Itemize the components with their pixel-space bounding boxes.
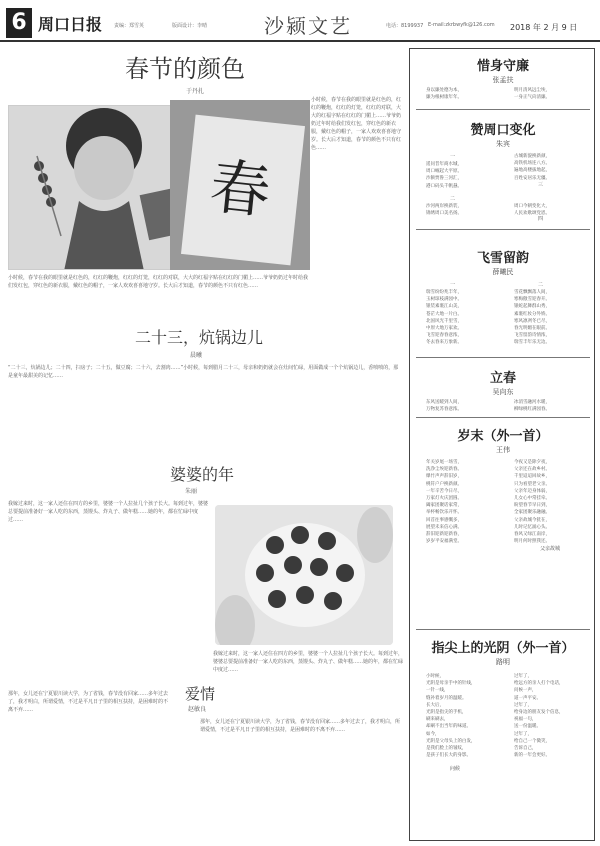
article-author-grandma: 朱丽 <box>185 488 198 495</box>
article-body-colors: 小时候，春节在我的眼里就是红色的，红红的鞭炮，红红的灯笼，红红的对联，大大的红福字贴在红红的门楣上……爷爷奶奶过年时给我们发红包，穿红色的新衣服，戴红色的帽子，一家人欢欢喜喜地守岁。长大后才知道，春节的颜色不只有红色…… <box>8 275 308 289</box>
poem-text-4-left: 东风送暖到人间， 万物复苏春意浓。 <box>426 400 462 413</box>
divider <box>416 417 590 418</box>
article-body-love: 那年，女儿还在宁夏银川读大学，为了省钱，春节没有回家……多年过去了，我才明白，所谓爱情，不过是平凡日子里的相互扶持，是困难时的不离不弃…… <box>8 691 168 713</box>
poem-section-1: 一 <box>450 154 456 160</box>
article-author-love: 赵敏良 <box>188 706 207 713</box>
poem-author-1: 张孟扶 <box>492 76 514 84</box>
article-title-twenty-three: 二十三，炕锅边儿 <box>135 328 264 347</box>
poem-author-6: 路明 <box>496 658 510 666</box>
poem-text-6-left: 小时候， 光阴是母亲手中的针线， 一针一线， 缝补着岁月的温暖。 长大后， 光阴是指尖的手机， 刷来刷去， 却刷不出当年的味道。 如今， 光阴是父母头上的白发， 是我们脸上的皱纹， 是孩子们长大的身影。 <box>426 674 476 759</box>
article-body-twenty-three: “二十三，炕锅边儿；二十四，扫房子；二十五，做豆腐；二十六，去割肉……”小时候，每到腊月二十三，母亲和奶奶就会在灶间忙碌，用面做成一个个炕锅边儿，香喷喷的，那是童年最甜美的记忆…… <box>8 365 399 379</box>
poem-section-4: 四 <box>538 216 544 222</box>
poem-title-1: 惜身守廉 <box>476 59 529 74</box>
poem-text-3-left: 瑞雪纷纷兆丰年， 玉树琼枝满园中。 银装素裹江山美， 苍茫大地一片白。 北国风光千里雪， 中原大地万家欢。 飞雪迎春春意浓， 冬去春来万象新。 <box>426 290 462 346</box>
poem-text-3-right: 雪花飘飘落人间， 寒梅傲雪迎春开。 银蛇起舞群山秀， 素裹红妆分外娇。 寒风凛冽冬已尽， 春光明媚在眼前。 飞雪留韵诗情浓， 瑞雪丰年乐无边。 <box>514 290 550 346</box>
phone: 电话：8199937 <box>386 23 424 29</box>
article-author-twenty-three: 晨曦 <box>190 352 203 359</box>
article-title-love: 爱情 <box>185 685 216 703</box>
poem-section-1: 一 <box>450 282 456 288</box>
article-body-colors-cont: 小时候，春节在我的眼里就是红色的，红红的鞭炮，红红的灯笼，红红的对联，大大的红福字贴在红红的门楣上……爷爷奶奶过年时给我们发红包，穿红色的新衣服，戴红色的帽子，一家人欢欢喜喜地守岁。长大后才知道，春节的颜色不只有红色…… <box>311 97 402 151</box>
article-title-grandma: 婆婆的年 <box>170 465 235 484</box>
article-body-love-cont: 那年，女儿还在宁夏银川读大学，为了省钱，春节没有回家……多年过去了，我才明白，所谓爱情，不过是平凡日子里的相互扶持，是困难时的不离不弃…… <box>200 719 401 733</box>
divider <box>416 229 590 230</box>
poem-section-2: 二 <box>450 196 456 202</box>
page-number: 6 <box>6 8 32 38</box>
poem-author-3: 薛曦民 <box>492 268 514 276</box>
poem-title-3: 飞雪留韵 <box>476 251 529 266</box>
poem-text-2-right-1: 古城新貌换新颜， 高铁机场连八方。 遍地高楼拔地起， 百姓安居乐无疆。 <box>514 154 550 181</box>
poem-text-4-right: 冰消雪融河水暖， 柳绿桃红满园春。 <box>514 400 550 413</box>
poetry-column <box>409 48 595 841</box>
poem-text-5-left: 年关岁尾一场雪， 洗净尘埃迎新春。 爆竹声声辞旧岁， 桃符户户换新颜。 一年辛苦今日尽， 万家灯火庆团圆。 阖家团聚话家常， 举杯畅饮乐开怀。 回首往事感慨多， 展望未来信心满。 辞旧迎新迎新春， 岁岁平安福满堂。 <box>426 460 462 545</box>
article-author-colors: 于丹扎 <box>186 88 205 95</box>
poem-title-4: 立春 <box>489 371 516 386</box>
poem-text-2-left-1: 遥问昔年商水城， 周口崛起大平原。 沙颍贾鲁三河汇， 港口码头千帆悬。 <box>426 162 462 189</box>
poem-title-5: 岁末（外一首） <box>457 429 549 444</box>
poem-subtitle-6: 问候 <box>450 766 461 772</box>
article-title-colors: 春节的颜色 <box>125 55 245 83</box>
editor: 责编：郑雪英 <box>114 23 145 29</box>
photo-steamed-dates-bun <box>215 505 393 645</box>
poem-author-5: 王伟 <box>496 446 510 454</box>
poem-text-1-right: 明月清风远尘埃， 一身正气向清廉。 <box>514 88 550 101</box>
poem-text-5-right: 今夜又是除夕夜， 父亲还在故乡村。 千里迢迢回故乡， 只为看望老父亲。 父亲年迈身体弱， 儿女心中常挂牵。 盼望春节早日到， 全家团聚乐融融。 父亲故城今犹在， 儿时记忆涌心头。 春风又绿江南岸， 明月何时照我还。 <box>514 460 550 545</box>
divider <box>416 109 590 110</box>
poem-title-6: 指尖上的光阴（外一首） <box>431 641 575 656</box>
poem-section-2: 二 <box>538 282 544 288</box>
svg-text:春: 春 <box>206 151 274 228</box>
poem-author-4: 吴向东 <box>492 388 514 396</box>
divider <box>416 629 590 630</box>
poem-section-3: 三 <box>538 182 544 188</box>
poem-text-6-right: 过年了， 给远方的亲人打个电话， 问候一声， 道一声平安。 过年了， 给身边的朋友发个信息， 祝福一句， 送一份温暖。 过年了， 给自己一个微笑， 告诉自己， 新的一年会更好。 <box>514 674 564 759</box>
poem-title-2: 赞周口变化 <box>470 123 536 138</box>
page-header <box>0 0 600 42</box>
poem-text-2-right-2: 周口今朝变化大， 人民欢歌颂党恩。 <box>514 204 550 217</box>
section-title: 沙颍文艺 <box>264 14 352 38</box>
divider <box>416 357 590 358</box>
email: E-mail:zkrbwyfk@126.com <box>428 22 495 28</box>
paper-name: 周口日报 <box>38 15 103 34</box>
poem-author-2: 朱宾 <box>496 140 510 148</box>
photo-spring-character <box>170 100 310 270</box>
poem-text-2-left-2: 沙河两岸换新装， 锦绣周口美名扬。 <box>426 204 462 217</box>
poem-text-1-left: 身以廉处德为本， 廉为根树康年年。 <box>426 88 462 101</box>
designer: 版面设计：李晴 <box>172 23 208 29</box>
issue-date: 2018 年 2 月 9 日 <box>510 23 578 32</box>
article-body-grandma-cont: 我嫁过来时，这一家人还住在四方的乡里，婆婆一个人拉扯几个孩子长大。每到过年，婆婆总要提前准备好一家人吃的东西，蒸馒头、炸丸子、做年糕……她的年，都在忙碌中度过…… <box>213 651 403 673</box>
poem-subtitle-5: 父亲故城 <box>540 546 561 552</box>
article-body-grandma: 我嫁过来时，这一家人还住在四方的乡里，婆婆一个人拉扯几个孩子长大。每到过年，婆婆总要提前准备好一家人吃的东西，蒸馒头、炸丸子、做年糕……她的年，都在忙碌中度过…… <box>8 501 208 523</box>
